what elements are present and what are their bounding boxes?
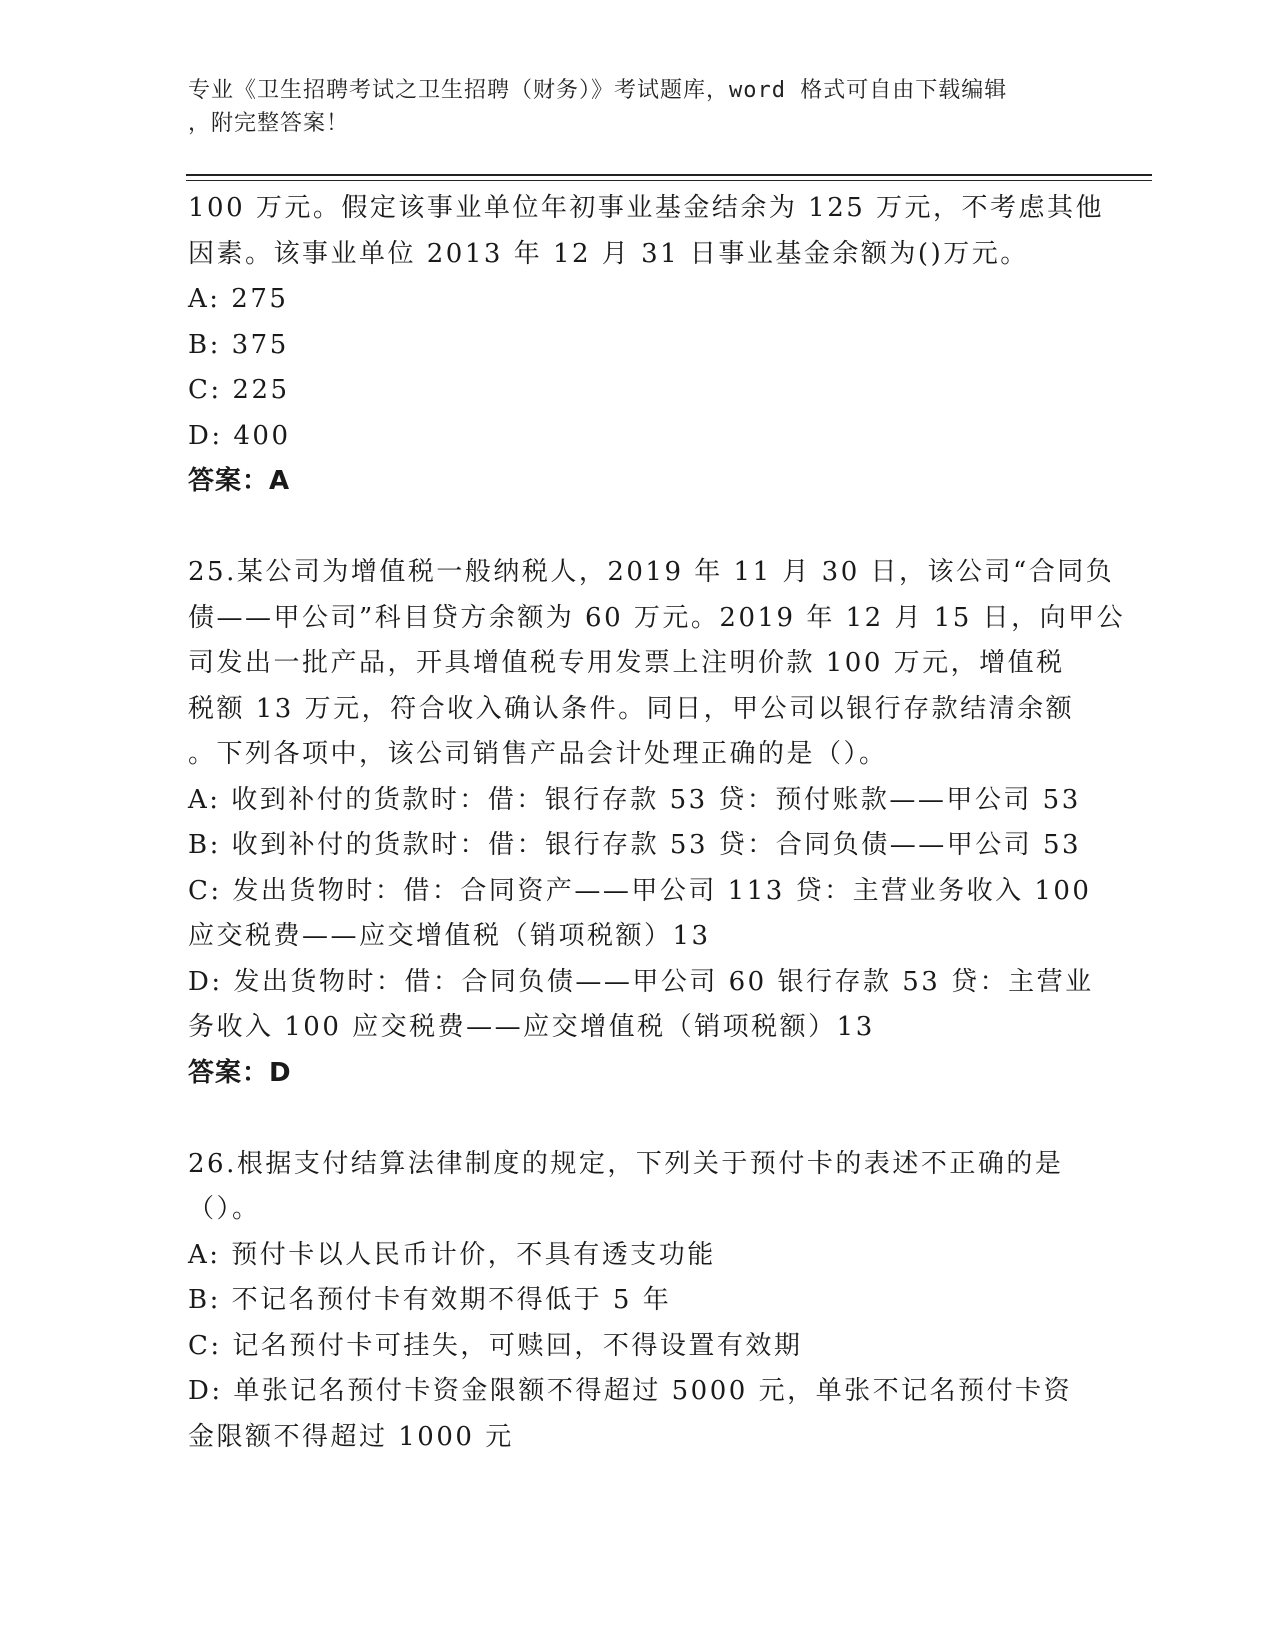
option-a: A: 收到补付的货款时：借：银行存款 53 贷：预付账款——甲公司 53 [188, 784, 1081, 815]
option-c: C: 225 [188, 375, 290, 405]
question-stem-line: 25.某公司为增值税一般纳税人，2019 年 11 月 30 日，该公司“合同负 [188, 557, 1115, 587]
option-b: B: 收到补付的货款时：借：银行存款 53 贷：合同负债——甲公司 53 [188, 830, 1082, 860]
option-d: D: 单张记名预付卡资金限额不得超过 5000 元，单张不记名预付卡资 [188, 1376, 1073, 1406]
option-d-continued: 金限额不得超过 1000 元 [188, 1421, 514, 1452]
question-25 [188, 550, 1126, 1096]
question-stem-line: 因素。该事业单位 2013 年 12 月 31 日事业基金余额为()万元。 [188, 238, 1029, 269]
question-24 [188, 186, 1105, 505]
option-b: B: 375 [188, 329, 289, 360]
document-body [188, 186, 1126, 1460]
option-c: C: 发出货物时：借：合同资产——甲公司 113 贷：主营业务收入 100 [188, 875, 1092, 906]
option-d: D: 400 [188, 420, 291, 451]
option-c-continued: 应交税费——应交增值税（销项税额）13 [188, 921, 711, 951]
question-stem-line: 债——甲公司”科目贷方余额为 60 万元。2019 年 12 月 15 日，向甲公 [188, 602, 1126, 633]
page-header [188, 74, 1088, 140]
option-a: A: 预付卡以人民币计价，不具有透支功能 [188, 1239, 716, 1270]
question-stem-line: 司发出一批产品，开具增值税专用发票上注明价款 100 万元，增值税 [188, 648, 1065, 678]
option-c: C: 记名预付卡可挂失，可赎回，不得设置有效期 [188, 1330, 803, 1361]
option-d-continued: 务收入 100 应交税费——应交增值税（销项税额）13 [188, 1012, 875, 1042]
header-line-1: 专业《卫生招聘考试之卫生招聘（财务）》考试题库，word 格式可自由下载编辑 [188, 78, 1008, 103]
question-stem-line: 。下列各项中，该公司销售产品会计处理正确的是（）。 [188, 739, 888, 769]
option-b: B: 不记名预付卡有效期不得低于 5 年 [188, 1285, 672, 1315]
question-stem-line: 税额 13 万元，符合收入确认条件。同日，甲公司以银行存款结清余额 [188, 693, 1075, 724]
answer: 答案：D [188, 1057, 292, 1088]
question-stem-line: 26.根据支付结算法律制度的规定，下列关于预付卡的表述不正确的是 [188, 1148, 1064, 1179]
header-divider-thin [186, 180, 1152, 181]
header-divider-thick [186, 174, 1152, 176]
question-stem-line: （）。 [188, 1194, 261, 1224]
spacer [188, 1096, 1088, 1142]
question-26 [188, 1142, 1088, 1461]
question-stem-line: 100 万元。假定该事业单位年初事业基金结余为 125 万元，不考虑其他 [188, 193, 1105, 223]
header-line-2: ，附完整答案！ [188, 111, 350, 136]
answer: 答案：A [188, 466, 291, 496]
option-d: D: 发出货物时：借：合同负债——甲公司 60 银行存款 53 贷：主营业 [188, 966, 1094, 997]
option-a: A: 275 [188, 284, 289, 314]
spacer [188, 505, 1088, 551]
